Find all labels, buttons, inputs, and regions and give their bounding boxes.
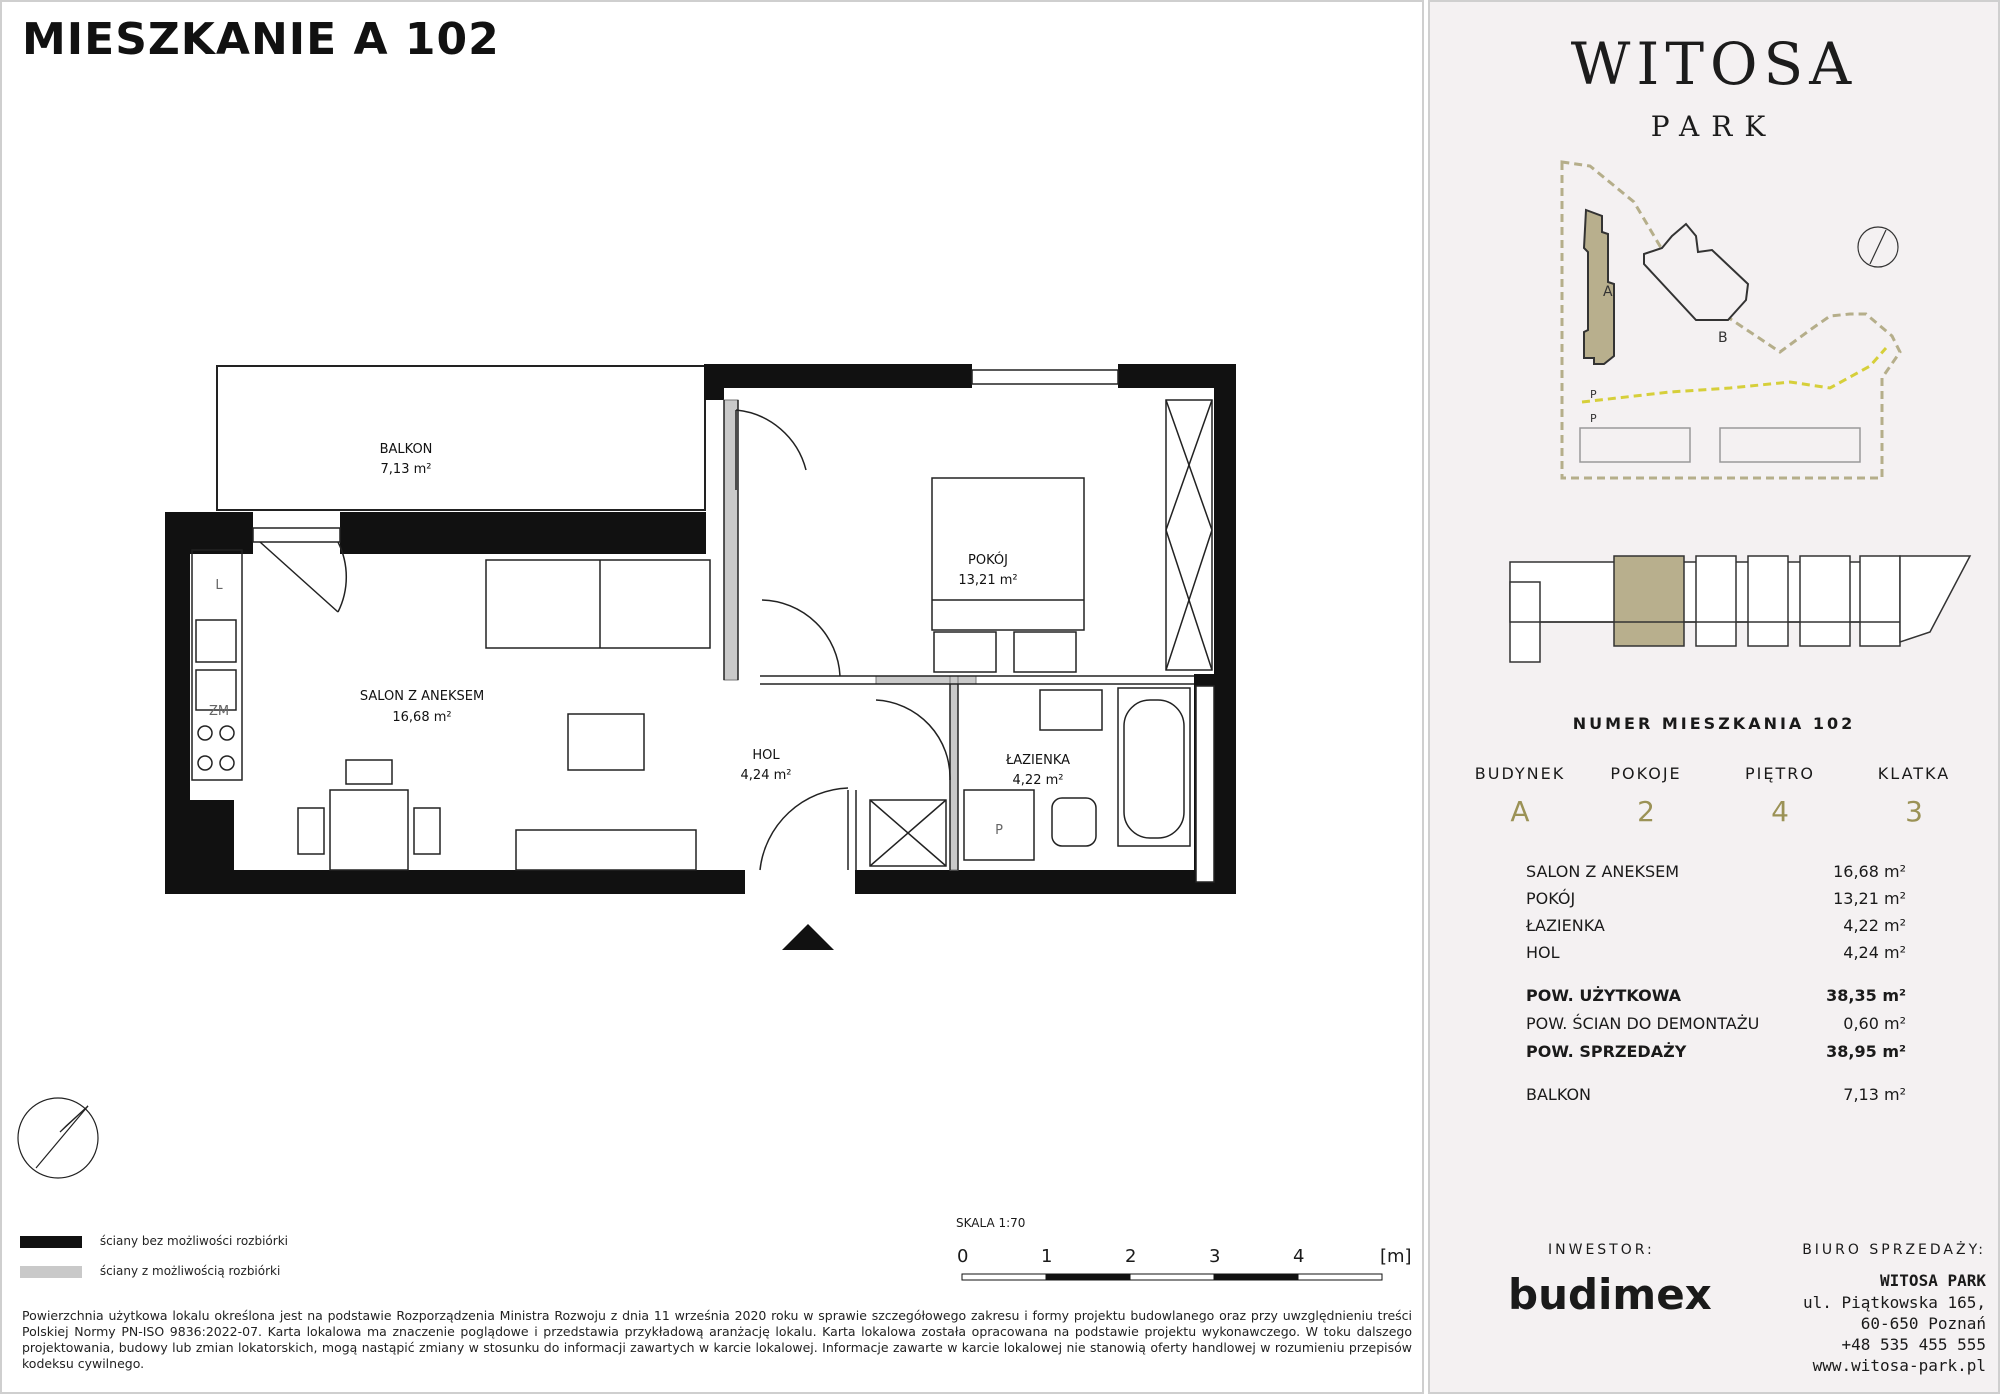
legend-swatch-black <box>20 1236 82 1248</box>
legend-swatch-grey <box>20 1266 82 1278</box>
balcony-label: BALKON <box>1526 1085 1592 1104</box>
room-lazienka-name: ŁAZIENKA <box>1005 753 1071 768</box>
area-row <box>1526 943 1906 962</box>
office-street: ul. Piątkowska 165, <box>1802 1293 1986 1312</box>
apartment-number-title: NUMER MIESZKANIA 102 <box>1572 714 1856 733</box>
legend-label: ściany z możliwością rozbiórki <box>99 1264 281 1278</box>
fact-value: 2 <box>1637 795 1655 828</box>
area-row <box>1526 862 1906 881</box>
scale-unit: [m] <box>1380 1246 1412 1267</box>
area-label: ŁAZIENKA <box>1526 916 1605 935</box>
fact-value: A <box>1510 795 1530 828</box>
legend-label: ściany bez możliwości rozbiórki <box>99 1234 288 1248</box>
fact-label: BUDYNEK <box>1474 764 1566 783</box>
total-row <box>1526 1042 1906 1061</box>
office-phone: +48 535 455 555 <box>1841 1335 1986 1354</box>
total-label: POW. UŻYTKOWA <box>1526 986 1682 1005</box>
fact-budynek <box>1460 764 1580 828</box>
fact-label: POKOJE <box>1610 764 1682 783</box>
scale-tick: 3 <box>1209 1246 1221 1267</box>
total-row <box>1526 1014 1906 1033</box>
office-label: BIURO SPRZEDAŻY: <box>1802 1242 1986 1258</box>
area-value: 4,22 m² <box>1843 916 1906 935</box>
area-row <box>1526 889 1906 908</box>
fact-value: 4 <box>1771 795 1789 828</box>
site-label-parking: P <box>1590 388 1597 401</box>
legend-item-structural <box>20 1234 288 1248</box>
page-title: MIESZKANIE A 102 <box>22 14 500 65</box>
scale-label: SKALA 1:70 <box>956 1216 1026 1230</box>
scale-tick: 1 <box>1041 1246 1053 1267</box>
total-value: 38,95 m² <box>1826 1042 1906 1061</box>
scale-tick: 2 <box>1125 1246 1137 1267</box>
legend-item-removable <box>20 1264 280 1278</box>
entrance-marker <box>782 924 834 950</box>
info-panel <box>1428 0 2000 1394</box>
investor-label: INWESTOR: <box>1548 1242 1655 1258</box>
washer-label: ZM <box>208 704 230 719</box>
fact-label: PIĘTRO <box>1745 764 1815 783</box>
total-value: 0,60 m² <box>1843 1014 1906 1033</box>
disclaimer-text: Powierzchnia użytkowa lokalu określona jest na podstawie Rozporządzenia Ministra Rozwoju z dnia 11 września 2020 roku w sprawie szczegółowego zakresu i formy projektu budowlanego oraz przy uwzględnieniu treści Polskiej Normy PN-ISO 9836:2022-07. Karta lokalowa ma znaczenie poglądowe i przedstawia przykładową aranżację lokalu. Karta lokalowa została opracowana na podstawie projektu wykonawczego. W toku dalszego projektowania, budowy lub zmian lokatorskich, mogą nastąpić zmiany w stosunku do informacji zawartych w karcie lokalowej. Informacje zawarte w karcie lokalowej nie stanowią oferty handlowej w rozumieniu przepisów kodeksu cywilnego. <box>22 1308 1412 1371</box>
site-label-a: A <box>1603 284 1613 300</box>
building-b <box>1644 224 1748 320</box>
area-label: POKÓJ <box>1526 889 1576 908</box>
area-label: HOL <box>1526 943 1560 962</box>
scale-bar <box>962 1274 1382 1280</box>
area-row <box>1526 916 1906 935</box>
office-name: WITOSA PARK <box>1880 1271 1986 1290</box>
area-value: 4,24 m² <box>1843 943 1906 962</box>
north-arrow-site <box>1858 227 1898 267</box>
pantry-label: P <box>995 823 1003 838</box>
site-map <box>1430 152 2000 672</box>
total-row <box>1526 986 1906 1005</box>
room-pokoj-name: POKÓJ <box>968 553 1008 568</box>
site-label-parking: P <box>1590 412 1597 425</box>
brand-sub: PARK <box>1650 110 1778 143</box>
brand-logo: WITOSA <box>1570 30 1858 98</box>
fact-klatka <box>1854 764 1974 828</box>
balcony-value: 7,13 m² <box>1843 1085 1906 1104</box>
balcony-row <box>1526 1085 1906 1104</box>
room-salon-name: SALON Z ANEKSEM <box>359 689 485 704</box>
total-label: POW. SPRZEDAŻY <box>1526 1042 1687 1061</box>
fact-label: KLATKA <box>1877 764 1951 783</box>
fact-pokoje <box>1586 764 1706 828</box>
total-value: 38,35 m² <box>1826 986 1906 1005</box>
fact-pietro <box>1720 764 1840 828</box>
scale-tick: 4 <box>1293 1246 1305 1267</box>
area-value: 16,68 m² <box>1833 862 1906 881</box>
north-arrow-plan <box>18 1098 98 1178</box>
site-label-b: B <box>1718 330 1728 346</box>
building-floor-plan <box>1510 556 1970 662</box>
area-value: 13,21 m² <box>1833 889 1906 908</box>
room-balcony-name: BALKON <box>379 442 433 457</box>
scale-tick: 0 <box>957 1246 969 1267</box>
room-pokoj-area: 13,21 m² <box>958 573 1018 588</box>
room-hol-name: HOL <box>752 748 780 763</box>
office-web[interactable]: www.witosa-park.pl <box>1812 1356 1986 1375</box>
investor-logo: budimex <box>1508 1270 1712 1319</box>
fridge-label: L <box>215 578 223 593</box>
room-lazienka-area: 4,22 m² <box>1012 773 1064 788</box>
room-hol-area: 4,24 m² <box>740 768 792 783</box>
fact-value: 3 <box>1905 795 1923 828</box>
office-city: 60-650 Poznań <box>1860 1314 1986 1333</box>
balcony-slab <box>217 366 705 510</box>
area-label: SALON Z ANEKSEM <box>1526 862 1680 881</box>
room-salon-area: 16,68 m² <box>392 710 452 725</box>
total-label: POW. ŚCIAN DO DEMONTAŻU <box>1526 1014 1760 1033</box>
room-balcony-area: 7,13 m² <box>380 462 432 477</box>
